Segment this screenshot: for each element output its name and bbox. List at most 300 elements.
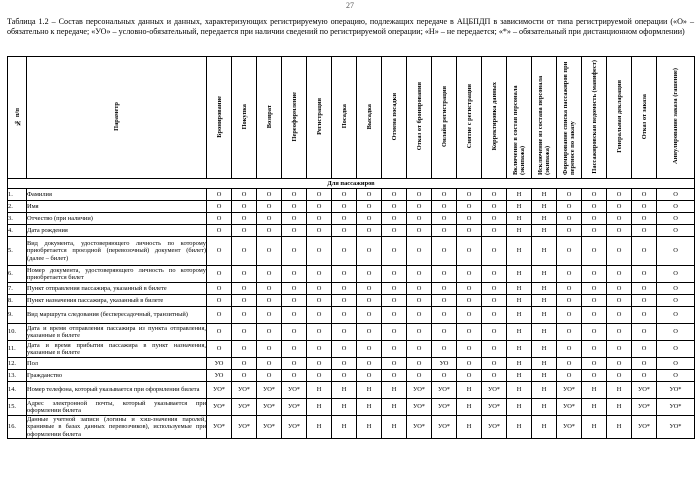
value-cell: О xyxy=(482,295,507,307)
value-cell: О xyxy=(482,283,507,295)
value-cell: УО* xyxy=(632,416,657,439)
value-cell: О xyxy=(357,295,382,307)
header-op: Покупка xyxy=(232,57,257,179)
header-param: Параметр xyxy=(27,57,207,179)
row-number: 2. xyxy=(8,201,27,213)
value-cell: Н xyxy=(607,416,632,439)
value-cell: О xyxy=(482,358,507,370)
value-cell: О xyxy=(657,213,695,225)
table-row xyxy=(8,213,695,225)
value-cell: О xyxy=(382,225,407,237)
value-cell: О xyxy=(307,283,332,295)
value-cell: О xyxy=(582,370,607,382)
value-cell: О xyxy=(457,370,482,382)
value-cell: О xyxy=(232,189,257,201)
value-cell: О xyxy=(257,283,282,295)
value-cell: Н xyxy=(382,382,407,399)
value-cell: УО xyxy=(207,358,232,370)
value-cell: О xyxy=(457,213,482,225)
value-cell: О xyxy=(232,213,257,225)
row-number: 8. xyxy=(8,295,27,307)
header-op: Отмена посадки xyxy=(382,57,407,179)
page-number: 27 xyxy=(346,1,354,10)
value-cell: Н xyxy=(532,399,557,416)
row-parameter: Номер документа, удостоверяющего личность по которому приобретается билет xyxy=(27,266,206,281)
value-cell: О xyxy=(332,266,357,283)
value-cell: О xyxy=(407,370,432,382)
value-cell: О xyxy=(357,266,382,283)
value-cell: О xyxy=(432,295,457,307)
value-cell: О xyxy=(257,358,282,370)
row-number: 14. xyxy=(8,382,27,399)
value-cell: О xyxy=(207,237,232,266)
value-cell: Н xyxy=(507,225,532,237)
value-cell: О xyxy=(357,237,382,266)
value-cell: О xyxy=(557,237,582,266)
value-cell: О xyxy=(307,370,332,382)
value-cell: О xyxy=(482,370,507,382)
value-cell: Н xyxy=(507,399,532,416)
value-cell: О xyxy=(232,341,257,358)
table-row xyxy=(8,358,695,370)
value-cell: О xyxy=(382,324,407,341)
value-cell: О xyxy=(632,341,657,358)
value-cell: О xyxy=(207,341,232,358)
value-cell: О xyxy=(657,295,695,307)
value-cell: О xyxy=(657,370,695,382)
value-cell: УО* xyxy=(407,416,432,439)
value-cell: О xyxy=(382,370,407,382)
value-cell: Н xyxy=(532,213,557,225)
value-cell: УО* xyxy=(557,399,582,416)
table-row xyxy=(8,266,695,283)
value-cell: О xyxy=(432,370,457,382)
value-cell: Н xyxy=(507,295,532,307)
table-row xyxy=(8,295,695,307)
value-cell: О xyxy=(607,225,632,237)
value-cell: О xyxy=(582,307,607,324)
value-cell: О xyxy=(282,213,307,225)
value-cell: О xyxy=(632,370,657,382)
value-cell: О xyxy=(557,225,582,237)
value-cell: О xyxy=(632,201,657,213)
value-cell: О xyxy=(257,237,282,266)
value-cell: О xyxy=(432,225,457,237)
value-cell: О xyxy=(232,295,257,307)
value-cell: О xyxy=(357,307,382,324)
value-cell: О xyxy=(607,213,632,225)
value-cell: О xyxy=(557,358,582,370)
value-cell: О xyxy=(282,189,307,201)
value-cell: О xyxy=(307,189,332,201)
value-cell: О xyxy=(482,189,507,201)
data-table xyxy=(7,56,695,439)
value-cell: О xyxy=(607,341,632,358)
value-cell: О xyxy=(382,358,407,370)
value-cell: О xyxy=(282,295,307,307)
value-cell: О xyxy=(407,189,432,201)
value-cell: О xyxy=(582,201,607,213)
row-parameter: Имя xyxy=(27,201,207,213)
table-row xyxy=(8,324,695,341)
value-cell: О xyxy=(607,283,632,295)
value-cell: О xyxy=(307,213,332,225)
row-parameter: Пункт назначения пассажира, указанный в билете xyxy=(27,295,207,307)
value-cell: О xyxy=(407,283,432,295)
table-row xyxy=(8,416,695,439)
value-cell: О xyxy=(232,266,257,283)
value-cell: О xyxy=(382,201,407,213)
value-cell: О xyxy=(607,189,632,201)
value-cell: О xyxy=(607,237,632,266)
value-cell: О xyxy=(382,283,407,295)
value-cell: О xyxy=(282,201,307,213)
value-cell: Н xyxy=(457,399,482,416)
value-cell: О xyxy=(232,307,257,324)
header-op: Генеральная декларация xyxy=(607,57,632,179)
value-cell: О xyxy=(482,324,507,341)
value-cell: О xyxy=(557,295,582,307)
table-row xyxy=(8,370,695,382)
value-cell: Н xyxy=(532,201,557,213)
value-cell: Н xyxy=(507,324,532,341)
header-num: № п/п xyxy=(8,57,27,179)
value-cell: О xyxy=(332,370,357,382)
value-cell: Н xyxy=(457,416,482,439)
value-cell: О xyxy=(482,307,507,324)
value-cell: Н xyxy=(357,399,382,416)
value-cell: О xyxy=(632,324,657,341)
value-cell: О xyxy=(657,358,695,370)
value-cell: Н xyxy=(507,283,532,295)
header-op: Отказ от заказа xyxy=(632,57,657,179)
value-cell: УО* xyxy=(407,399,432,416)
value-cell: О xyxy=(457,324,482,341)
value-cell: УО* xyxy=(432,416,457,439)
row-parameter: Дата и время прибытия пассажира в пункт назначения, указанные в билете xyxy=(27,341,206,356)
value-cell: О xyxy=(282,225,307,237)
value-cell: О xyxy=(332,201,357,213)
value-cell: О xyxy=(482,213,507,225)
value-cell: УО* xyxy=(207,399,232,416)
value-cell: Н xyxy=(532,307,557,324)
value-cell: Н xyxy=(532,341,557,358)
value-cell: О xyxy=(657,266,695,283)
value-cell: О xyxy=(357,213,382,225)
value-cell: Н xyxy=(507,307,532,324)
value-cell: О xyxy=(557,341,582,358)
value-cell: УО* xyxy=(657,399,695,416)
value-cell: Н xyxy=(582,416,607,439)
value-cell: О xyxy=(407,237,432,266)
value-cell: О xyxy=(332,189,357,201)
value-cell: О xyxy=(282,266,307,283)
value-cell: О xyxy=(657,201,695,213)
value-cell: О xyxy=(282,370,307,382)
header-op: Корректировка данных xyxy=(482,57,507,179)
row-parameter: Вид документа, удостоверяющего личность по которому приобретается проездной (перевозочный) документ (билет) (далее – билет) xyxy=(27,237,207,266)
value-cell: О xyxy=(232,201,257,213)
value-cell: О xyxy=(257,341,282,358)
value-cell: О xyxy=(457,358,482,370)
value-cell: О xyxy=(432,324,457,341)
value-cell: О xyxy=(257,213,282,225)
value-cell: Н xyxy=(507,341,532,358)
value-cell: О xyxy=(582,341,607,358)
value-cell: Н xyxy=(507,201,532,213)
value-cell: О xyxy=(607,358,632,370)
value-cell: О xyxy=(582,266,607,283)
value-cell: О xyxy=(232,237,257,266)
table-row xyxy=(8,237,695,266)
value-cell: Н xyxy=(507,382,532,399)
value-cell: О xyxy=(357,358,382,370)
value-cell: О xyxy=(282,307,307,324)
table-row xyxy=(8,382,695,399)
value-cell: О xyxy=(382,341,407,358)
value-cell: Н xyxy=(532,324,557,341)
value-cell: О xyxy=(432,266,457,283)
table-caption: Таблица 1.2 – Состав персональных данных и данных, характеризующих регистрируемую операцию, подлежащих передаче в АЦБПДП в зависимости от типа регистрируемой операции («О» – обязательно к передаче; «УО» – условно-обязательный, передается при наличии сведений по регистрируемой операции; «Н» – не передается; «*» – обязательный при дистанционном оформлении) xyxy=(7,17,694,37)
row-parameter: Гражданство xyxy=(27,370,207,382)
value-cell: О xyxy=(332,324,357,341)
value-cell: О xyxy=(332,295,357,307)
value-cell: О xyxy=(307,266,332,283)
value-cell: УО* xyxy=(632,399,657,416)
value-cell: О xyxy=(582,283,607,295)
value-cell: УО* xyxy=(207,416,232,439)
header-op: Онлайн регистрация xyxy=(432,57,457,179)
value-cell: УО xyxy=(207,370,232,382)
value-cell: О xyxy=(307,341,332,358)
row-number: 7. xyxy=(8,283,27,295)
value-cell: О xyxy=(257,225,282,237)
row-parameter: Дата и время отправления пассажира из пункта отправления, указанные в билете xyxy=(27,324,206,339)
value-cell: Н xyxy=(382,399,407,416)
value-cell: Н xyxy=(532,382,557,399)
value-cell: О xyxy=(407,358,432,370)
row-parameter: Вид маршрута следования (беспересадочный, транзитный) xyxy=(27,307,207,324)
value-cell: Н xyxy=(607,382,632,399)
value-cell: УО* xyxy=(257,399,282,416)
section-row xyxy=(8,179,695,189)
value-cell: О xyxy=(482,266,507,283)
value-cell: Н xyxy=(532,189,557,201)
value-cell: УО* xyxy=(482,416,507,439)
value-cell: О xyxy=(232,225,257,237)
header-op: Бронирование xyxy=(207,57,232,179)
value-cell: О xyxy=(382,295,407,307)
row-parameter: Дата рождения xyxy=(27,225,207,237)
value-cell: УО* xyxy=(257,416,282,439)
value-cell: Н xyxy=(507,416,532,439)
value-cell: О xyxy=(307,225,332,237)
row-parameter: Фамилия xyxy=(27,189,207,201)
value-cell: О xyxy=(432,189,457,201)
value-cell: О xyxy=(257,266,282,283)
row-number: 16. xyxy=(8,416,27,439)
value-cell: О xyxy=(632,213,657,225)
row-number: 4. xyxy=(8,225,27,237)
value-cell: О xyxy=(282,324,307,341)
row-parameter: Адрес электронной почты, который указывается при оформлении билета xyxy=(27,399,206,414)
value-cell: О xyxy=(307,307,332,324)
table-row xyxy=(8,283,695,295)
table-row xyxy=(8,189,695,201)
value-cell: О xyxy=(407,307,432,324)
value-cell: УО* xyxy=(282,416,307,439)
value-cell: О xyxy=(382,189,407,201)
value-cell: О xyxy=(332,307,357,324)
value-cell: О xyxy=(207,201,232,213)
row-number: 3. xyxy=(8,213,27,225)
value-cell: Н xyxy=(307,416,332,439)
value-cell: УО* xyxy=(482,382,507,399)
value-cell: О xyxy=(457,283,482,295)
row-parameter: Отчество (при наличии) xyxy=(27,213,207,225)
value-cell: О xyxy=(457,225,482,237)
value-cell: О xyxy=(407,266,432,283)
value-cell: О xyxy=(432,307,457,324)
row-parameter: Номер телефона, который указывается при оформлении билета xyxy=(27,382,207,399)
value-cell: О xyxy=(632,283,657,295)
value-cell: О xyxy=(657,225,695,237)
value-cell: О xyxy=(382,213,407,225)
value-cell: УО* xyxy=(432,399,457,416)
value-cell: О xyxy=(582,358,607,370)
value-cell: О xyxy=(432,341,457,358)
row-parameter: Пункт отправления пассажира, указанный в билете xyxy=(27,283,207,295)
value-cell: О xyxy=(557,324,582,341)
value-cell: О xyxy=(282,341,307,358)
value-cell: УО* xyxy=(257,382,282,399)
value-cell: О xyxy=(332,341,357,358)
value-cell: О xyxy=(457,295,482,307)
value-cell: УО* xyxy=(282,382,307,399)
value-cell: О xyxy=(382,266,407,283)
value-cell: О xyxy=(632,237,657,266)
value-cell: О xyxy=(557,307,582,324)
value-cell: О xyxy=(607,324,632,341)
table-row xyxy=(8,307,695,324)
value-cell: О xyxy=(257,295,282,307)
value-cell: О xyxy=(307,358,332,370)
value-cell: О xyxy=(232,370,257,382)
value-cell: УО* xyxy=(232,399,257,416)
header-op: Посадка xyxy=(332,57,357,179)
table-row xyxy=(8,225,695,237)
value-cell: О xyxy=(357,341,382,358)
value-cell: О xyxy=(332,225,357,237)
value-cell: Н xyxy=(507,266,532,283)
value-cell: О xyxy=(657,283,695,295)
value-cell: УО* xyxy=(407,382,432,399)
value-cell: О xyxy=(632,225,657,237)
value-cell: Н xyxy=(507,237,532,266)
value-cell: О xyxy=(307,324,332,341)
table-row xyxy=(8,341,695,358)
value-cell: О xyxy=(582,189,607,201)
value-cell: О xyxy=(582,213,607,225)
value-cell: О xyxy=(332,283,357,295)
value-cell: О xyxy=(557,213,582,225)
value-cell: Н xyxy=(532,370,557,382)
value-cell: Н xyxy=(607,399,632,416)
value-cell: О xyxy=(332,358,357,370)
table-header-row xyxy=(8,57,695,179)
value-cell: Н xyxy=(582,382,607,399)
value-cell: О xyxy=(557,370,582,382)
value-cell: О xyxy=(257,370,282,382)
row-parameter: Данные учетной записи (логины и хэш-значения паролей, хранимые в базах данных перевозчиков), используемые при оформлении билета xyxy=(27,416,206,438)
value-cell: О xyxy=(482,341,507,358)
value-cell: О xyxy=(457,201,482,213)
value-cell: Н xyxy=(507,189,532,201)
value-cell: О xyxy=(357,225,382,237)
value-cell: Н xyxy=(307,399,332,416)
header-op: Снятие с регистрации xyxy=(457,57,482,179)
value-cell: О xyxy=(207,283,232,295)
value-cell: О xyxy=(432,201,457,213)
value-cell: О xyxy=(457,341,482,358)
header-op: Регистрация xyxy=(307,57,332,179)
value-cell: О xyxy=(282,358,307,370)
value-cell: О xyxy=(607,295,632,307)
value-cell: О xyxy=(482,225,507,237)
value-cell: УО* xyxy=(232,382,257,399)
header-op: Включение в состав персонала (экипажа) xyxy=(507,57,532,179)
value-cell: УО* xyxy=(632,382,657,399)
value-cell: О xyxy=(282,283,307,295)
value-cell: Н xyxy=(507,370,532,382)
value-cell: О xyxy=(632,295,657,307)
value-cell: О xyxy=(382,307,407,324)
header-op: Отказ от бронирования xyxy=(407,57,432,179)
value-cell: УО* xyxy=(482,399,507,416)
value-cell: О xyxy=(232,358,257,370)
value-cell: О xyxy=(407,324,432,341)
value-cell: О xyxy=(207,295,232,307)
value-cell: О xyxy=(632,307,657,324)
value-cell: О xyxy=(657,189,695,201)
value-cell: О xyxy=(582,324,607,341)
header-op: Пассажировская ведомость (манифест) xyxy=(582,57,607,179)
value-cell: УО* xyxy=(557,382,582,399)
value-cell: О xyxy=(382,237,407,266)
value-cell: О xyxy=(607,370,632,382)
value-cell: О xyxy=(357,370,382,382)
value-cell: О xyxy=(207,213,232,225)
value-cell: О xyxy=(257,201,282,213)
header-op: Переоформление xyxy=(282,57,307,179)
value-cell: УО* xyxy=(232,416,257,439)
value-cell: О xyxy=(407,201,432,213)
row-number: 11. xyxy=(8,341,27,358)
value-cell: О xyxy=(357,189,382,201)
value-cell: О xyxy=(657,307,695,324)
value-cell: О xyxy=(432,283,457,295)
header-op: Высадка xyxy=(357,57,382,179)
value-cell: О xyxy=(307,295,332,307)
header-op: Формирование списка пассажиров при переносе по заказу xyxy=(557,57,582,179)
value-cell: Н xyxy=(532,266,557,283)
value-cell: О xyxy=(232,324,257,341)
value-cell: О xyxy=(582,295,607,307)
value-cell: Н xyxy=(582,399,607,416)
value-cell: УО xyxy=(432,358,457,370)
value-cell: УО* xyxy=(282,399,307,416)
value-cell: Н xyxy=(532,358,557,370)
